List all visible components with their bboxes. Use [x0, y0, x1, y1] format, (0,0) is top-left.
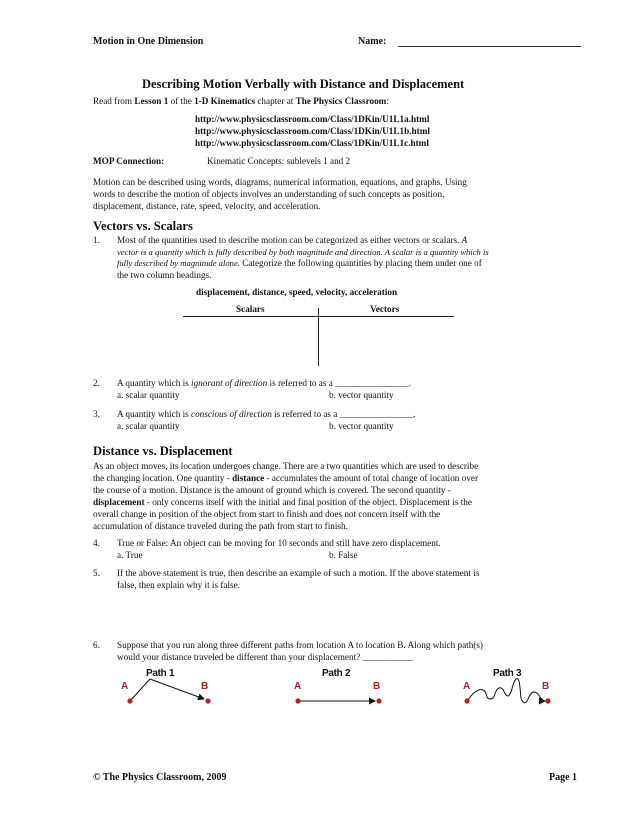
para-line-2-post: - accumulates the amount of total change of location over: [264, 473, 479, 483]
path-1-route: [130, 679, 204, 701]
chapter-name: 1-D Kinematics: [194, 96, 256, 106]
intro-line-3: displacement, distance, rate, speed, velocity, and acceleration.: [93, 201, 321, 211]
path-1-start-dot: [127, 698, 132, 703]
para-line-2-pre: the changing location. One quantity -: [93, 473, 233, 483]
q3-post: is referred to as a ________________.: [271, 409, 416, 419]
column-header-vectors: Vectors: [370, 304, 400, 314]
q6-line-2: would your distance traveled be different than your displacement? ___________: [117, 652, 414, 662]
q6-line-1: Suppose that you run along three different paths from location A to location B. Along which path(s): [117, 640, 483, 650]
intro-line-2: words to describe the motion of objects involves an understanding of such concepts as position,: [93, 189, 445, 199]
q3-option-b[interactable]: b. vector quantity: [329, 421, 394, 431]
mop-value: Kinematic Concepts: sublevels 1 and 2: [207, 156, 351, 166]
q5-line-2: false, then explain why it is false.: [117, 580, 240, 590]
lesson-name: Lesson 1: [134, 96, 169, 106]
path-3-label: Path 3: [493, 668, 522, 679]
q1-line-4: the two column headings.: [117, 270, 212, 280]
para-line-6: accumulation of distance traveled during the path from start to finish.: [93, 521, 348, 531]
mop-label: MOP Connection:: [93, 156, 165, 166]
q2-number: 2.: [93, 378, 100, 388]
name-label: Name:: [358, 36, 387, 47]
q4-option-b[interactable]: b. False: [329, 550, 358, 560]
path-2-end-dot: [376, 698, 381, 703]
footer-copyright: © The Physics Classroom, 2009: [93, 772, 227, 783]
q4-text: True or False: An object can be moving for 10 seconds and still have zero displacement.: [117, 538, 441, 548]
path-1-end-label: B: [201, 681, 209, 692]
header-unit-title: Motion in One Dimension: [93, 36, 204, 47]
para-line-3: the course of a motion. Distance is the amount of ground which is covered. The second quantity -: [93, 485, 451, 495]
path-1-start-label: A: [121, 681, 129, 692]
q1-line-1-normal: Most of the quantities used to describe motion can be categorized as either vectors or scalars.: [117, 235, 462, 245]
path-3-end-dot: [545, 698, 550, 703]
page-title: Describing Motion Verbally with Distance and Displacement: [142, 77, 465, 91]
q5-line-1: If the above statement is true, then describe an example of such a motion. If the above statement is: [117, 568, 480, 578]
section-heading-vectors-scalars: Vectors vs. Scalars: [93, 219, 193, 233]
q3-pre: A quantity which is: [117, 409, 192, 419]
read-from-mid: of the: [168, 96, 195, 106]
path-2-start-label: A: [294, 681, 302, 692]
read-from-pre: Read from: [93, 96, 135, 106]
q4-option-a[interactable]: a. True: [117, 550, 143, 560]
q3-option-a[interactable]: a. scalar quantity: [117, 421, 180, 431]
para-line-5: overall change in position of the object from start to finish and does not concern itself with the: [93, 509, 441, 519]
link-3[interactable]: http://www.physicsclassroom.com/Class/1DKin/U1L1c.html: [195, 138, 429, 148]
para-line-1: As an object moves, its location undergoes change. There are a two quantities which are used to describe: [93, 461, 479, 471]
path-2-label: Path 2: [322, 668, 351, 679]
path-2-end-label: B: [373, 681, 381, 692]
q3-italic: conscious of direction: [191, 409, 272, 419]
term-distance: distance: [232, 473, 265, 483]
q1-number: 1.: [93, 235, 100, 245]
para-line-4-post: - only concerns itself with the initial and final position of the object. Displacement is the: [144, 497, 472, 507]
term-displacement: displacement: [93, 497, 145, 507]
q2-pre: A quantity which is: [117, 378, 192, 388]
path-3-start-dot: [464, 698, 469, 703]
path-2-start-dot: [295, 698, 300, 703]
q2-italic: ignorant of direction: [191, 378, 268, 388]
site-name: The Physics Classroom: [295, 96, 387, 106]
path-3-route: [467, 679, 545, 703]
read-from-mid2: chapter at: [255, 96, 296, 106]
path-3-end-label: B: [542, 681, 550, 692]
link-2[interactable]: http://www.physicsclassroom.com/Class/1DKin/U1L1b.html: [195, 126, 430, 136]
intro-line-1: Motion can be described using words, diagrams, numerical information, equations, and graphs. Using: [93, 177, 467, 187]
q2-post: is referred to as a ________________.: [267, 378, 411, 388]
q6-number: 6.: [93, 640, 100, 650]
path-3-start-label: A: [463, 681, 471, 692]
q4-number: 4.: [93, 538, 100, 548]
q2-option-b[interactable]: b. vector quantity: [329, 390, 394, 400]
q1-line-3-italic: fully described by magnitude alone.: [117, 258, 240, 268]
read-from-end: :: [386, 96, 389, 106]
q3-number: 3.: [93, 409, 100, 419]
q2-option-a[interactable]: a. scalar quantity: [117, 390, 180, 400]
q1-line-1-italic: A: [461, 235, 468, 245]
q1-line-3-normal: Categorize the following quantities by placing them under one of: [239, 258, 482, 268]
section-heading-distance-displacement: Distance vs. Displacement: [93, 444, 233, 458]
q1-quantities: displacement, distance, speed, velocity, acceleration: [196, 287, 398, 297]
path-1-end-dot: [205, 698, 210, 703]
footer-page-number: Page 1: [549, 772, 578, 783]
link-1[interactable]: http://www.physicsclassroom.com/Class/1DKin/U1L1a.html: [195, 114, 430, 124]
q5-number: 5.: [93, 568, 100, 578]
q1-line-2: vector is a quantity which is fully described by both magnitude and direction. A scalar is a quantity which is: [117, 247, 489, 257]
column-header-scalars: Scalars: [236, 304, 265, 314]
path-1-label: Path 1: [146, 668, 175, 679]
